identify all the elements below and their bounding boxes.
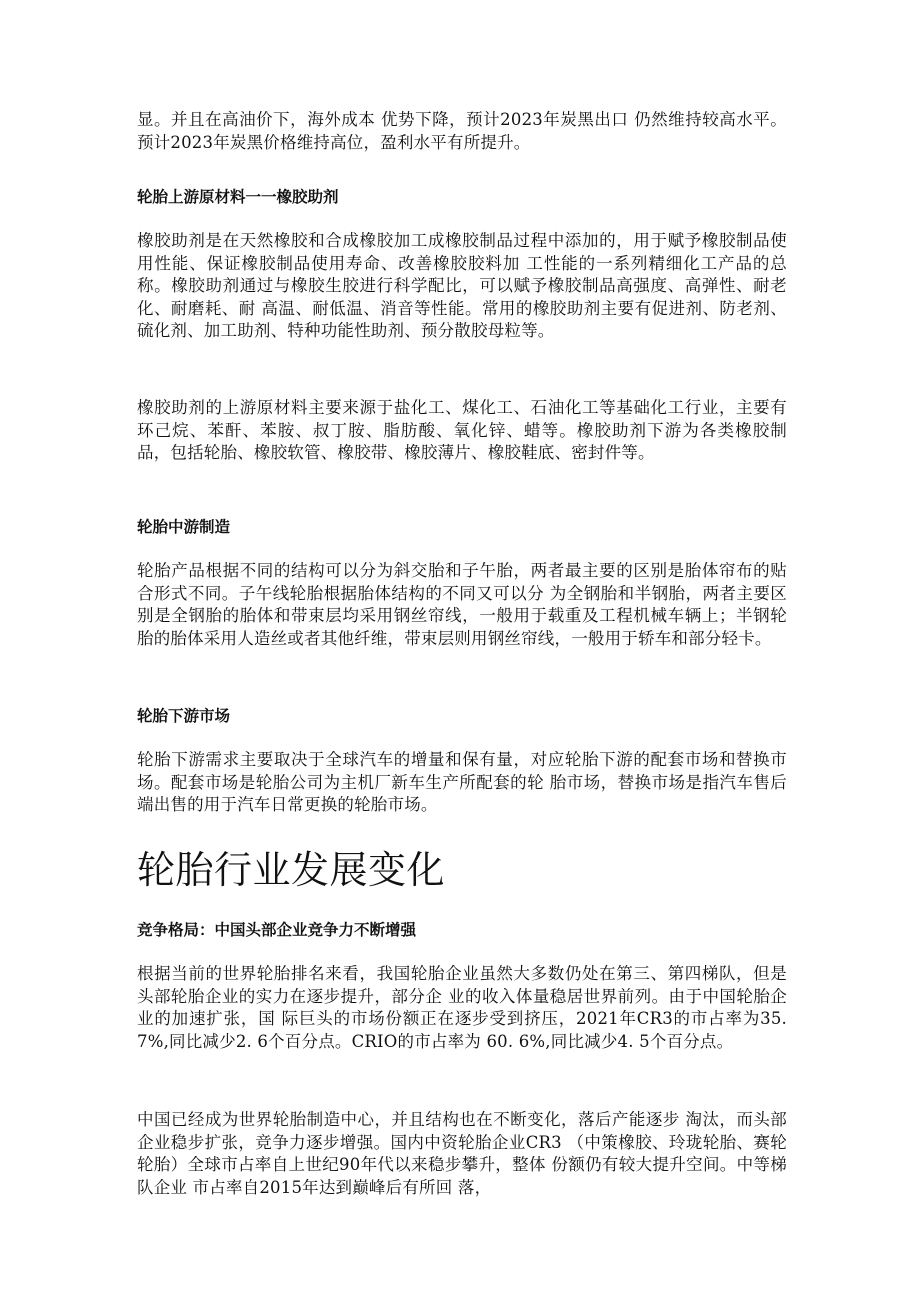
paragraph-tire-structure: 轮胎产品根据不同的结构可以分为斜交胎和子午胎，两者最主要的区别是胎体帘布的贴合形式不同。子午线轮胎根据胎体结构的不同又可以分 为全钢胎和半钢胎，两者主要区别是全钢胎的胎体和带束层均采用钢丝帘线，一般用于载重及工程机械车辆上；半钢轮胎的胎体采用人造丝或者其他纤维，带束层则用钢丝帘线，一般用于轿车和部分轻卡。 [137,561,787,648]
paragraph-carbon-black-outlook: 显。并且在高油价下，海外成本 优势下降，预计2023年炭黑出口 仍然维持较高水平。预计2023年炭黑价格维持高位，盈利水平有所提升。 [137,110,787,152]
paragraph-rubber-additives-supply-chain: 橡胶助剂的上游原材料主要来源于盐化工、煤化工、石油化工等基础化工行业，主要有环己烷、苯酐、苯胺、叔丁胺、脂肪酸、氧化锌、蜡等。橡胶助剂下游为各类橡胶制品，包括轮胎、橡胶软管、橡胶带、橡胶薄片、橡胶鞋底、密封件等。 [137,398,787,462]
heading-competitive-landscape: 竞争格局：中国头部企业竞争力不断增强 [137,921,417,939]
paragraph-world-ranking: 根据当前的世界轮胎排名来看，我国轮胎企业虽然大多数仍处在第三、第四梯队，但是头部轮胎企业的实力在逐步提升，部分企 业的收入体量稳居世界前列。由于中国轮胎企业的加速扩张，国 际巨头的市场份额正在逐步受到挤压，2021年CR3的市占率为35. 7%,同比减少2. 6个百分点。CRIO的市占率为 60. 6%,同比减少4. 5个百分点。 [137,964,787,1051]
paragraph-downstream-demand: 轮胎下游需求主要取决于全球汽车的增量和保有量，对应轮胎下游的配套市场和替换市场。配套市场是轮胎公司为主机厂新车生产所配套的轮 胎市场，替换市场是指汽车售后端出售的用于汽车日常更换的轮胎市场。 [137,750,787,814]
heading-downstream-market: 轮胎下游市场 [137,707,231,725]
paragraph-rubber-additives-definition: 橡胶助剂是在天然橡胶和合成橡胶加工成橡胶制品过程中添加的，用于赋予橡胶制品使用性能、保证橡胶制品使用寿命、改善橡胶胶料加 工性能的一系列精细化工产品的总称。橡胶助剂通过与橡胶生胶进行科学配比，可以赋予橡胶制品高强度、高弹性、耐老化、耐磨耗、耐 高温、耐低温、消音等性能。常用的橡胶助剂主要有促进剂、防老剂、硫化剂、加工助剂、特种功能性助剂、预分散胶母粒等。 [137,231,787,340]
section-title-industry-changes: 轮胎行业发展变化 [137,848,446,892]
heading-rubber-additives: 轮胎上游原材料一一橡胶助剂 [137,188,339,206]
heading-midstream-manufacturing: 轮胎中游制造 [137,518,231,536]
paragraph-manufacturing-center: 中国已经成为世界轮胎制造中心，并且结构也在不断变化，落后产能逐步 淘汰，而头部企业稳步扩张，竞争力逐步增强。国内中资轮胎企业CR3 （中策橡胶、玲珑轮胎、赛轮轮胎）全球市占率自上世纪90年代以来稳步攀升，整体 份额仍有较大提升空间。中等梯队企业 市占率自2015年达到巅峰后有所回 落， [137,1110,787,1197]
